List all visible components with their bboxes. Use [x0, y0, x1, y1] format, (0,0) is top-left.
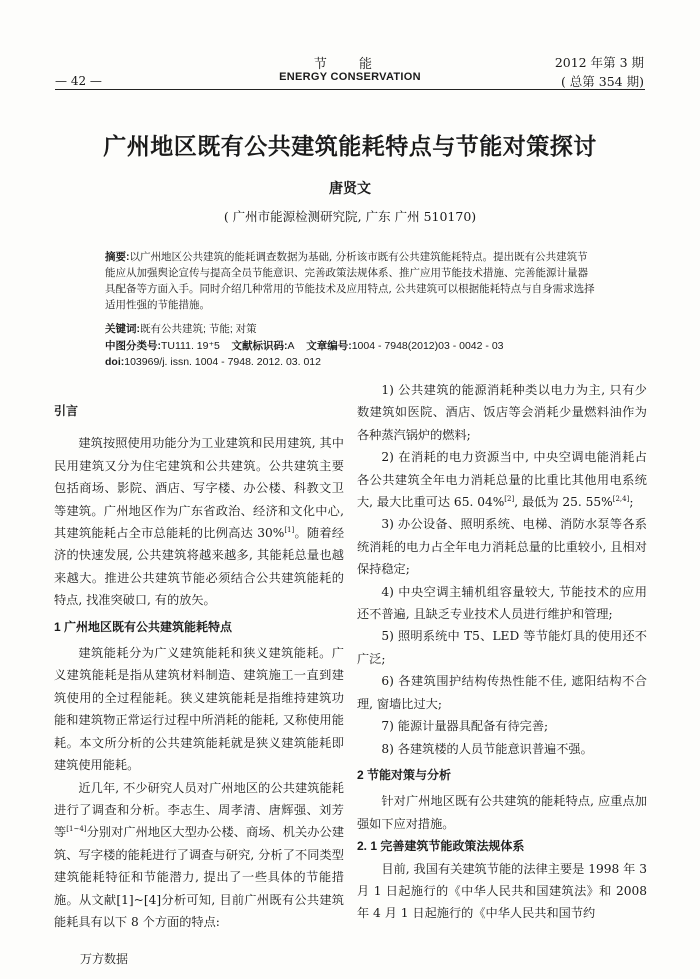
list-item: 4) 中央空调主辅机组容量较大, 节能技术的应用还不普遍, 且缺乏专业技术人员进行维护和管理;: [357, 584, 647, 622]
section1-paragraph-1: 建筑能耗分为广义建筑能耗和狭义建筑能耗。广义建筑能耗是指从建筑材料制造、建筑施工一直到建筑使用的全过程能耗。狭义建筑能耗是指维持建筑功能和建筑物正常运行过程中所消耗的能耗, 又称使用能耗。本文所分析的公共建筑能耗就是狭义建筑能耗即建筑使用能耗。: [54, 646, 344, 773]
list-item: 6) 各建筑围护结构传热性能不佳, 遮阳结构不合理, 窗墙比过大;: [357, 674, 647, 711]
page-number: — 42 —: [55, 74, 102, 88]
section2-paragraph: 针对广州地区既有公共建筑的能耗特点, 应重点加强如下应对措施。: [357, 794, 647, 831]
total-issue: ( 总第 354 期): [560, 74, 644, 89]
article-title: 广州地区既有公共建筑能耗特点与节能对策探讨: [103, 133, 597, 160]
citation-ref: [1]: [284, 525, 295, 534]
right-column: [357, 379, 647, 925]
classification-line: [105, 338, 605, 353]
journal-name-cn: 节 能: [313, 57, 387, 72]
keywords-label: 关键词:: [105, 323, 140, 335]
left-column: [54, 400, 344, 933]
abstract-text: 以广州地区公共建筑的能耗调查数据为基础, 分析该市既有公共建筑能耗特点。提出既有公共建筑节能应从加强舆论宣传与提高全员节能意识、完善政策法规体系、推广应用节能技术措施、完善能源计量器具配备等方面入手。同时介绍几种常用的节能技术及应用特点, 公共建筑可以根据能耗特点与自身需求选择适用性强的节能措施。: [105, 251, 595, 311]
intro-heading: 引言: [54, 404, 79, 418]
watermark: 万方数据: [80, 952, 129, 966]
author-affiliation: ( 广州市能源检测研究院, 广东 广州 510170): [223, 209, 477, 224]
header-rule: [55, 89, 645, 90]
abstract-block: [105, 249, 595, 313]
clc-label: 中图分类号:: [105, 340, 161, 352]
section1-p2-text-a: 近几年, 不少研究人员对广州地区的公共建筑能耗进行了调查和分析。李志生、周孝清、唐辉强、刘芳等: [54, 780, 344, 840]
year-issue: 2012 年第 3 期: [554, 55, 644, 70]
keywords-line: [105, 321, 605, 336]
abstract-label: 摘要:: [105, 251, 130, 263]
article-author: 唐贤文: [329, 181, 371, 197]
section2-heading: 2 节能对策与分析: [357, 767, 452, 782]
item2-text-b: , 最低为 25. 55%: [514, 495, 613, 510]
doi-line: [105, 356, 605, 368]
intro-text-b: 。随着经济的快速发展, 公共建筑将越来越多, 其能耗总量也越来越大。推进公共建筑节能必须结合公共建筑能耗的特点, 找准突破口, 有的放矢。: [54, 526, 345, 608]
section1-paragraph-2: [54, 777, 344, 934]
item2-text-a: 2) 在消耗的电力资源当中, 中央空调电能消耗占各公共建筑全年电力消耗总量的比重比其他用电系统大, 最大比重可达 65. 04%: [357, 450, 647, 510]
section1-heading: 1 广州地区既有公共建筑能耗特点: [54, 619, 233, 634]
article-no-value: 1004 - 7948(2012)03 - 0042 - 03: [351, 340, 504, 352]
journal-name-en: ENERGY CONSERVATION: [279, 71, 421, 83]
list-item: 5) 照明系统中 T5、LED 等节能灯具的使用还不广泛;: [357, 629, 647, 666]
list-item: 1) 公共建筑的能源消耗种类以电力为主, 只有少数建筑如医院、酒店、饭店等会消耗少量燃料油作为各种蒸汽锅炉的燃料;: [357, 383, 647, 442]
doc-code-label: 文献标识码:: [231, 340, 288, 352]
list-item: 8) 各建筑楼的人员节能意识普遍不强。: [381, 741, 593, 756]
section1-p2-text-b: 分别对广州地区大型办公楼、商场、机关办公建筑、写字楼的能耗进行了调查与研究, 分析了不同类型建筑能耗特征和节能潜力, 提出了一些具体的节能措施。从文献[1]~[4]分析可知, 目前广州既有公共建筑能耗具有以下 8 个方面的特点:: [54, 825, 345, 929]
intro-paragraph: [54, 432, 344, 611]
citation-ref: [2,4]: [612, 494, 630, 503]
list-item: [357, 446, 647, 513]
intro-text-a: 建筑按照使用功能分为工业建筑和民用建筑, 其中民用建筑又分为住宅建筑和公共建筑。公共建筑主要包括商场、影院、酒店、写字楼、办公楼、科教文卫等建筑。广州地区作为广东省政治、经济和文化中心, 其建筑能耗占全市总能耗的比例高达 30%: [54, 436, 344, 541]
section2-1-paragraph: 目前, 我国有关建筑节能的法律主要是 1998 年 3 月 1 日起施行的《中华人民共和国建筑法》和 2008 年 4 月 1 日起施行的《中华人民共和国节约: [357, 861, 647, 921]
doc-code-value: A: [287, 340, 295, 352]
list-item: 7) 能源计量器具配备有待完善;: [381, 719, 549, 734]
citation-ref: [1~4]: [66, 825, 87, 834]
article-no-label: 文章编号:: [306, 340, 352, 352]
citation-ref: [2]: [504, 494, 515, 503]
item2-text-c: ;: [629, 495, 634, 510]
doi-value: 103969/j. issn. 1004 - 7948. 2012. 03. 012: [124, 356, 321, 368]
doi-label: doi:: [105, 356, 125, 368]
section2-1-heading: 2. 1 完善建筑节能政策法规体系: [357, 839, 525, 854]
list-item: 3) 办公设备、照明系统、电梯、消防水泵等各系统消耗的电力占全年电力消耗总量的比重较小, 且相对保持稳定;: [357, 517, 647, 577]
keywords-value: 既有公共建筑; 节能; 对策: [140, 323, 257, 335]
clc-value: TU111. 19⁺5: [161, 340, 220, 352]
